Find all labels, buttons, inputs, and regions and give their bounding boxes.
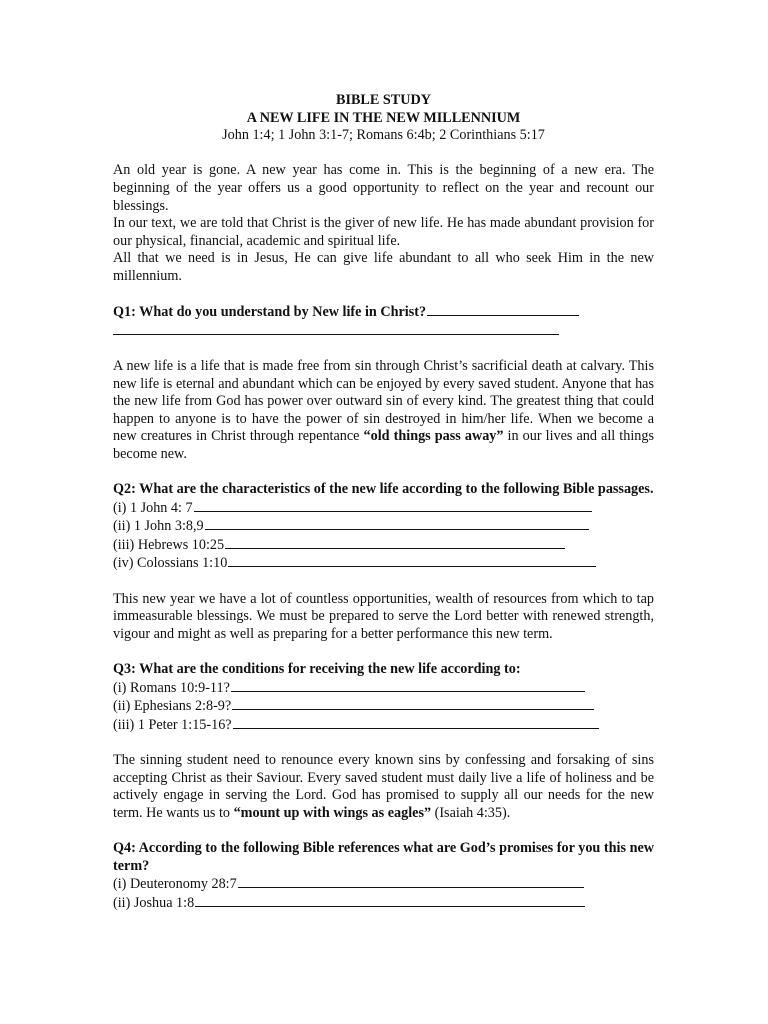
document-body	[113, 92, 654, 912]
document-subtitle: A NEW LIFE IN THE NEW MILLENNIUM	[246, 109, 521, 126]
question-3-item: (iii) 1 Peter 1:15-16?	[113, 716, 654, 735]
answer-line[interactable]	[228, 554, 596, 567]
intro-paragraph-2: In our text, we are told that Christ is the giver of new life. He has made abundant provision for our physical, financial, academic and spiritual life.	[113, 215, 654, 249]
answer-line[interactable]	[238, 875, 584, 888]
answer-line[interactable]	[195, 894, 585, 907]
paragraph-opportunities: This new year we have a lot of countless opportunities, wealth of resources from which to tap immeasurable blessings. We must be prepared to serve the Lord better with renewed strength, vigour and might as well as preparing for a better performance this new term.	[113, 590, 654, 642]
question-3-text: Q3: What are the conditions for receiving the new life according to:	[113, 661, 521, 677]
answer-line[interactable]	[231, 679, 585, 692]
answer-line[interactable]	[225, 536, 565, 549]
question-1-text: Q1: What do you understand by New life in Christ?	[113, 304, 427, 321]
question-2-item: (iii) Hebrews 10:25	[113, 536, 654, 555]
answer-line[interactable]	[233, 716, 599, 729]
intro-paragraph-3: All that we need is in Jesus, He can give life abundant to all who seek Him in the new millennium.	[113, 250, 654, 284]
paragraph-sinning-student: The sinning student need to renounce every known sins by confessing and forsaking of sins accepting Christ as their Saviour. Every saved student must daily live a life of holiness and be actively engage in serving the Lord. God has promised to supply all our needs for the new term. He wants us to “mount up with wings as eagles” (Isaiah 4:35).	[113, 751, 654, 821]
question-2-item: (i) 1 John 4: 7	[113, 499, 654, 518]
paragraph-new-life: A new life is a life that is made free from sin through Christ’s sacrificial death at calvary. This new life is eternal and abundant which can be enjoyed by every saved student. Anyone that has the new life from God has power over outward sin of every kind. The greatest thing that could happen to anyone is to have the power of sin destroyed in him/her life. When we become a new creatures in Christ through repentance “old things pass away” in our lives and all things become new.	[113, 357, 654, 462]
question-4-text: Q4: According to the following Bible references what are God’s promises for you this new term?	[113, 839, 654, 874]
answer-line[interactable]	[194, 499, 592, 512]
question-4-item: (ii) Joshua 1:8	[113, 894, 654, 913]
question-3-item: (i) Romans 10:9-11?	[113, 679, 654, 698]
answer-line[interactable]	[205, 517, 589, 530]
question-4-item: (i) Deuteronomy 28:7	[113, 875, 654, 894]
question-2-text: Q2: What are the characteristics of the new life according to the following Bible passages.	[113, 481, 654, 498]
scripture-references: John 1:4; 1 John 3:1-7; Romans 6:4b; 2 Corinthians 5:17	[222, 127, 545, 144]
question-2-item: (ii) 1 John 3:8,9	[113, 517, 654, 536]
question-3-item: (ii) Ephesians 2:8-9?	[113, 697, 654, 716]
intro-paragraph-1: An old year is gone. A new year has come in. This is the beginning of a new era. The beginning of the year offers us a good opportunity to reflect on the year and recount our blessings.	[113, 162, 654, 214]
answer-line[interactable]	[427, 303, 579, 316]
answer-line[interactable]	[113, 322, 559, 335]
document-title: BIBLE STUDY	[335, 92, 431, 108]
answer-line[interactable]	[232, 697, 594, 710]
answer-line-row	[113, 322, 654, 341]
question-1	[113, 303, 654, 322]
question-2-item: (iv) Colossians 1:10	[113, 554, 654, 573]
